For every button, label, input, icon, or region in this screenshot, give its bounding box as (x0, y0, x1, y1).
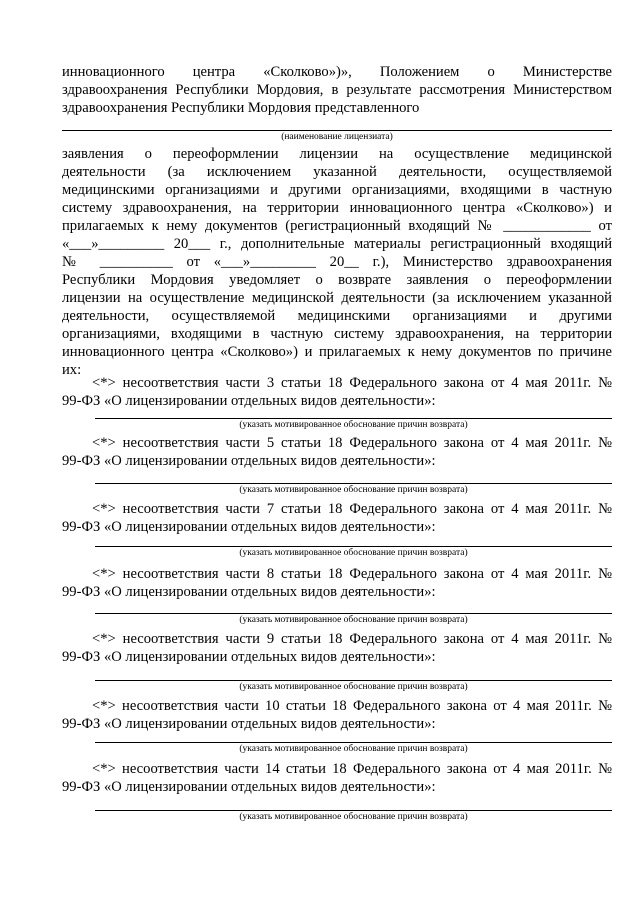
reason-1-line-1: <*> несоответствия части 3 статьи 18 Федерального закона от 4 мая 2011г. № (92, 375, 612, 391)
reason-6-fill-line[interactable] (95, 742, 612, 743)
reason-2-caption: (указать мотивированное обоснование причин возврата) (239, 485, 468, 495)
reason-5-fill-line[interactable] (95, 680, 612, 681)
reason-4-line-2: 99-ФЗ «О лицензировании отдельных видов деятельности»: (62, 584, 436, 600)
reason-1-line-2: 99-ФЗ «О лицензировании отдельных видов деятельности»: (62, 393, 436, 409)
reason-7-caption: (указать мотивированное обоснование причин возврата) (239, 812, 468, 822)
body-line-3: медицинскими организациями и другими организациями, входящими в частную (62, 182, 612, 198)
reason-3-line-1: <*> несоответствия части 7 статьи 18 Федерального закона от 4 мая 2011г. № (92, 501, 612, 517)
body-line-4: систему здравоохранения, на территории инновационного центра «Сколково») и (62, 200, 612, 216)
reason-7-line-2: 99-ФЗ «О лицензировании отдельных видов деятельности»: (62, 779, 436, 795)
reason-4-fill-line[interactable] (95, 613, 612, 614)
body-line-7: № __________ от «___»_________ 20__ г.), Министерство здравоохранения (62, 254, 612, 270)
body-line-5: прилагаемых к нему документов (регистрационный входящий № ____________ от (62, 218, 612, 234)
reason-2-line-1: <*> несоответствия части 5 статьи 18 Федерального закона от 4 мая 2011г. № (92, 435, 612, 451)
body-line-13: их: (62, 362, 82, 378)
reason-3-line-2: 99-ФЗ «О лицензировании отдельных видов деятельности»: (62, 519, 436, 535)
body-line-12: инновационного центра «Сколково») и прилагаемых к нему документов по причине (62, 344, 612, 360)
reason-6-line-1: <*> несоответствия части 10 статьи 18 Федерального закона от 4 мая 2011г. № (92, 698, 612, 714)
reason-2-fill-line[interactable] (95, 483, 612, 484)
reason-4-caption: (указать мотивированное обоснование причин возврата) (239, 615, 468, 625)
reason-6-line-2: 99-ФЗ «О лицензировании отдельных видов деятельности»: (62, 716, 436, 732)
reason-5-line-2: 99-ФЗ «О лицензировании отдельных видов деятельности»: (62, 649, 436, 665)
body-line-1: заявления о переоформлении лицензии на осуществление медицинской (62, 146, 612, 162)
body-line-10: деятельности, осуществляемой медицинскими организациями и другими (62, 308, 612, 324)
body-line-2: деятельности (за исключением указанной деятельности, осуществляемой (62, 164, 612, 180)
licensee-caption: (наименование лицензиата) (281, 132, 393, 142)
body-line-6: «___»_________ 20___ г., дополнительные материалы регистрационный входящий (62, 236, 612, 252)
reason-6-caption: (указать мотивированное обоснование причин возврата) (239, 744, 468, 754)
reason-5-caption: (указать мотивированное обоснование причин возврата) (239, 682, 468, 692)
reason-2-line-2: 99-ФЗ «О лицензировании отдельных видов деятельности»: (62, 453, 436, 469)
body-line-8: Республики Мордовия уведомляет о возврате заявления о переоформлении (62, 272, 612, 288)
reason-3-fill-line[interactable] (95, 546, 612, 547)
reason-1-fill-line[interactable] (95, 418, 612, 419)
intro-line-1: инновационного центра «Сколково»)», Положением о Министерстве (62, 64, 612, 80)
body-line-9: лицензии на осуществление медицинской деятельности (за исключением указанной (62, 290, 612, 306)
body-line-11: организациями, входящими в частную систему здравоохранения, на территории (62, 326, 612, 342)
reason-1-caption: (указать мотивированное обоснование причин возврата) (239, 420, 468, 430)
reason-7-fill-line[interactable] (95, 810, 612, 811)
reason-5-line-1: <*> несоответствия части 9 статьи 18 Федерального закона от 4 мая 2011г. № (92, 631, 612, 647)
reason-7-line-1: <*> несоответствия части 14 статьи 18 Федерального закона от 4 мая 2011г. № (92, 761, 612, 777)
reason-4-line-1: <*> несоответствия части 8 статьи 18 Федерального закона от 4 мая 2011г. № (92, 566, 612, 582)
intro-line-2: здравоохранения Республики Мордовия, в результате рассмотрения Министерством (62, 82, 612, 98)
reason-3-caption: (указать мотивированное обоснование причин возврата) (239, 548, 468, 558)
licensee-name-line[interactable] (62, 130, 612, 131)
intro-line-3: здравоохранения Республики Мордовия представленного (62, 100, 420, 116)
